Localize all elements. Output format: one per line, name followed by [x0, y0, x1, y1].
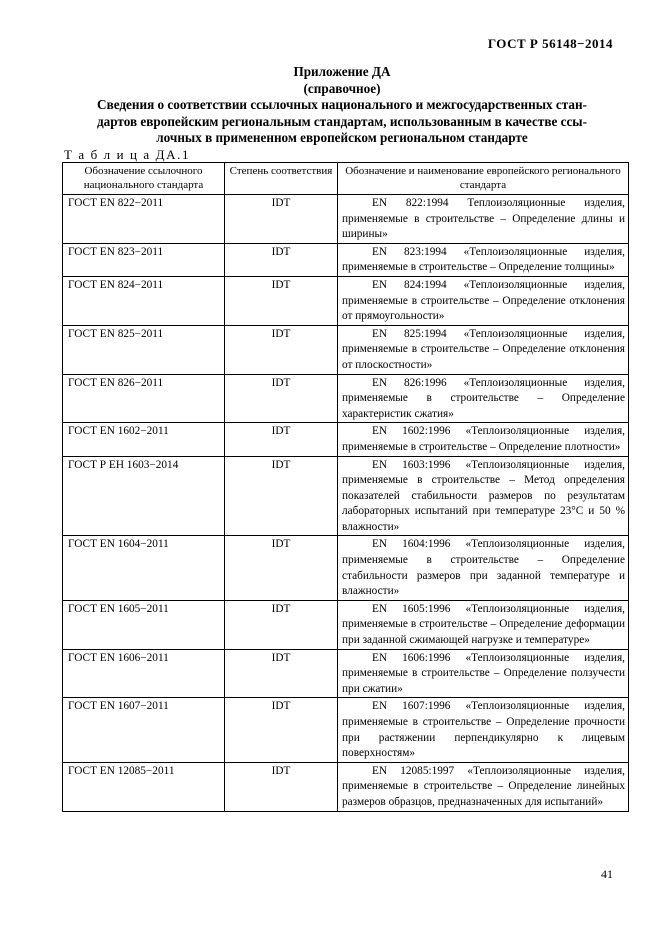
degree-of-correspondence: IDT	[225, 762, 338, 811]
appendix-title: Приложение ДА	[293, 64, 391, 79]
table-row	[63, 762, 629, 811]
table-label: Т а б л и ц а ДА.1	[64, 147, 191, 162]
national-standard-code: ГОСТ EN 12085−2011	[63, 762, 225, 811]
national-standard-code: ГОСТ EN 824−2011	[63, 276, 225, 325]
degree-of-correspondence: IDT	[225, 423, 338, 456]
national-standard-code: ГОСТ EN 1604−2011	[63, 536, 225, 600]
european-standard-description: EN 826:1996 «Теплоизоляционные изделия, применяемые в строительстве – Определение характеристик сжатия»	[338, 374, 629, 423]
national-standard-code: ГОСТ Р ЕН 1603−2014	[63, 456, 225, 536]
column-header-european-standard: Обозначение и наименование европейского регионального стандарта	[338, 163, 629, 195]
european-standard-description: EN 824:1994 «Теплоизоляционные изделия, применяемые в строительстве – Определение отклонения от прямоугольности»	[338, 276, 629, 325]
appendix-heading-line: лочных в примененном европейском региональном стандарте	[156, 130, 528, 145]
degree-of-correspondence: IDT	[225, 649, 338, 698]
table-row	[63, 698, 629, 762]
national-standard-code: ГОСТ EN 1605−2011	[63, 600, 225, 649]
european-standard-description: EN 1603:1996 «Теплоизоляционные изделия, применяемые в строительстве – Метод определения показателей стабильности размеров по результатам лабораторных испытаний при температуре 23°С и 50 % влажности»	[338, 456, 629, 536]
degree-of-correspondence: IDT	[225, 698, 338, 762]
table-header-row	[63, 163, 629, 195]
table-row	[63, 195, 629, 244]
table-row	[63, 600, 629, 649]
degree-of-correspondence: IDT	[225, 243, 338, 276]
table-row	[63, 374, 629, 423]
degree-of-correspondence: IDT	[225, 600, 338, 649]
appendix-subtitle: (справочное)	[303, 80, 381, 96]
national-standard-code: ГОСТ EN 1607−2011	[63, 698, 225, 762]
table-row	[63, 649, 629, 698]
european-standard-description: EN 12085:1997 «Теплоизоляционные изделия, применяемые в строительстве – Определение линейных размеров образцов, предназначенных для испытаний»	[338, 762, 629, 811]
european-standard-description: EN 1605:1996 «Теплоизоляционные изделия, применяемые в строительстве – Определение деформации при заданной сжимающей нагрузке и температуре»	[338, 600, 629, 649]
european-standard-description: EN 1604:1996 «Теплоизоляционные изделия, применяемые в строительстве – Определение стабильности размеров при заданной температуре и влажности»	[338, 536, 629, 600]
european-standard-description: EN 1602:1996 «Теплоизоляционные изделия, применяемые в строительстве – Определение плотности»	[338, 423, 629, 456]
european-standard-description: EN 822:1994 Теплоизоляционные изделия, применяемые в строительстве – Определение длины и ширины»	[338, 195, 629, 244]
national-standard-code: ГОСТ EN 823−2011	[63, 243, 225, 276]
degree-of-correspondence: IDT	[225, 195, 338, 244]
table-row	[63, 325, 629, 374]
table-row	[63, 456, 629, 536]
european-standard-description: EN 1607:1996 «Теплоизоляционные изделия, применяемые в строительстве – Определение прочности при растяжении перпендикулярно к лицевым поверхностям»	[338, 698, 629, 762]
national-standard-code: ГОСТ EN 1606−2011	[63, 649, 225, 698]
column-header-degree: Степень соответствия	[225, 163, 338, 195]
page-number: 41	[601, 867, 613, 881]
table-row	[63, 276, 629, 325]
national-standard-code: ГОСТ EN 822−2011	[63, 195, 225, 244]
column-header-national-standard: Обозначение ссылочного национального стандарта	[63, 163, 225, 195]
national-standard-code: ГОСТ EN 826−2011	[63, 374, 225, 423]
degree-of-correspondence: IDT	[225, 456, 338, 536]
european-standard-description: EN 825:1994 «Теплоизоляционные изделия, применяемые в строительстве – Определение отклонения от плоскостности»	[338, 325, 629, 374]
degree-of-correspondence: IDT	[225, 325, 338, 374]
table-row	[63, 243, 629, 276]
national-standard-code: ГОСТ EN 825−2011	[63, 325, 225, 374]
european-standard-description: EN 823:1994 «Теплоизоляционные изделия, применяемые в строительстве – Определение толщины»	[338, 243, 629, 276]
table-body	[63, 195, 629, 812]
table-row	[63, 536, 629, 600]
table-row	[63, 423, 629, 456]
appendix-heading-line: дартов европейским региональным стандартам, использованным в качестве ссы-	[97, 113, 587, 129]
appendix-heading-block	[62, 64, 622, 147]
degree-of-correspondence: IDT	[225, 276, 338, 325]
degree-of-correspondence: IDT	[225, 374, 338, 423]
national-standard-code: ГОСТ EN 1602−2011	[63, 423, 225, 456]
degree-of-correspondence: IDT	[225, 536, 338, 600]
european-standard-description: EN 1606:1996 «Теплоизоляционные изделия, применяемые в строительстве – Определение ползучести при сжатии»	[338, 649, 629, 698]
correspondence-table	[62, 162, 629, 812]
document-header-code: ГОСТ Р 56148−2014	[487, 36, 613, 51]
appendix-heading-line: Сведения о соответствии ссылочных национального и межгосударственных стан-	[97, 97, 587, 112]
